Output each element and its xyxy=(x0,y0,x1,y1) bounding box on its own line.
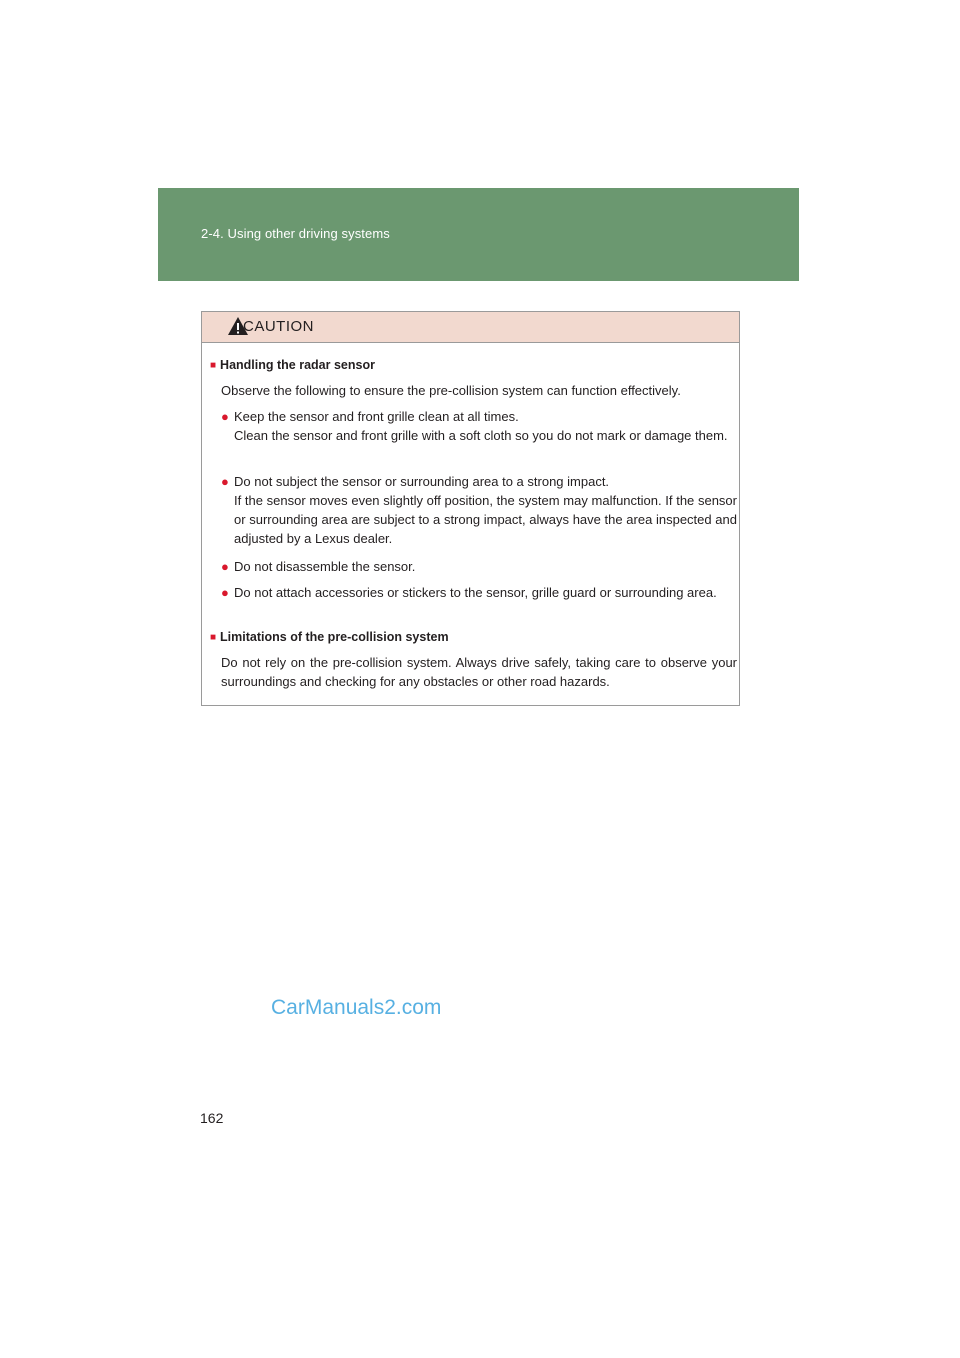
section-heading: ■ Handling the radar sensor xyxy=(210,358,375,372)
list-item: ● Do not attach accessories or stickers to the sensor, grille guard or surrounding area. xyxy=(221,585,717,600)
list-item: ● Do not subject the sensor or surrounding area to a strong impact. If the sensor moves even slightly off position, the system may malfunction. If the sensor or surrounding area are subject to a strong impact, always have the area inspected and adjusted by a Lexus dealer. xyxy=(221,474,737,546)
caution-header xyxy=(202,312,739,343)
square-bullet-icon: ■ xyxy=(210,360,217,371)
caution-box xyxy=(201,311,740,706)
section-header-band xyxy=(158,188,799,281)
watermark: CarManuals2.com xyxy=(271,996,442,1019)
page-number: 162 xyxy=(200,1110,224,1126)
section-intro: Do not rely on the pre-collision system. Always drive safely, taking care to observe your surroundings and checking for any obstacles or other road hazards. xyxy=(221,655,737,689)
bullet-dot-icon: ● xyxy=(221,559,229,574)
bullet-dot-icon: ● xyxy=(221,474,229,489)
section-heading: ■ Limitations of the pre-collision system xyxy=(210,630,449,644)
section-title: 2-4. Using other driving systems xyxy=(201,226,390,241)
bullet-dot-icon: ● xyxy=(221,585,229,600)
list-item: ● Do not disassemble the sensor. xyxy=(221,559,416,574)
caution-label: CAUTION xyxy=(243,318,314,335)
list-item: ● Keep the sensor and front grille clean at all times. Clean the sensor and front grille with a soft cloth so you do not mark or damage them. xyxy=(221,409,728,443)
section-intro: Observe the following to ensure the pre-collision system can function effectively. xyxy=(221,383,681,398)
square-bullet-icon: ■ xyxy=(210,632,217,643)
bullet-dot-icon: ● xyxy=(221,409,229,424)
